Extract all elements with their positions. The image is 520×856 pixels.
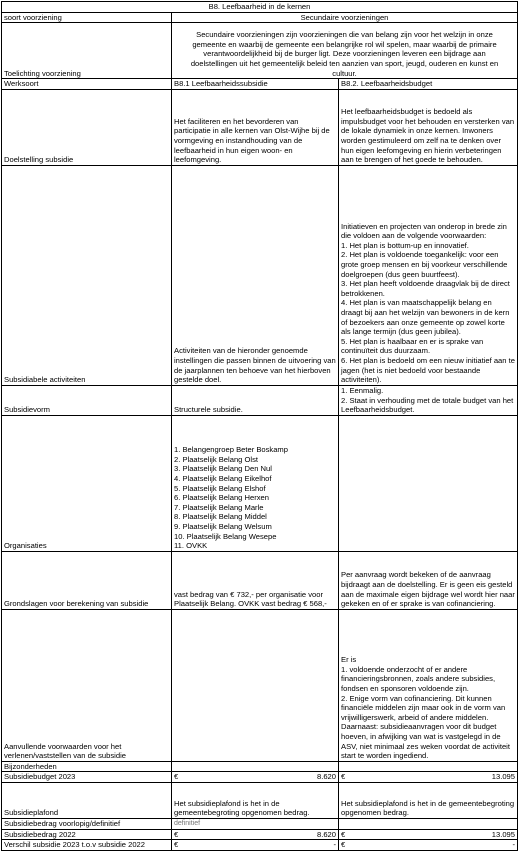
- organisaties-b2: [339, 415, 518, 551]
- amount: -: [333, 840, 336, 850]
- list-item: 6. Plaatselijk Belang Herxen: [174, 493, 269, 503]
- currency-symbol: €: [174, 840, 179, 850]
- label-doelstelling: Doelstelling subsidie: [2, 89, 172, 165]
- list-item: 2. Plaatselijk Belang Olst: [174, 454, 258, 464]
- currency-symbol: €: [174, 829, 179, 839]
- table-title: B8. Leefbaarheid in de kernen: [2, 2, 518, 13]
- label-bijzonderheden: Bijzonderheden: [2, 761, 172, 772]
- voorlopig-b1: definitief: [172, 818, 339, 829]
- list-item: 11. OVKK: [174, 541, 208, 551]
- werksoort-b2: B8.2. Leefbaarheidsbudget: [339, 79, 518, 90]
- label-verschil: Verschil subsidie 2023 t.o.v subsidie 2022: [2, 840, 172, 851]
- currency-symbol: €: [174, 772, 179, 782]
- label-vorm: Subsidievorm: [2, 385, 172, 415]
- label-plafond: Subsidieplafond: [2, 782, 172, 818]
- bijzonderheden-b2: [339, 761, 518, 772]
- list-item: 4. Plaatselijk Belang Eikelhof: [174, 474, 272, 484]
- plafond-b2: Het subsidieplafond is het in de gemeentebegroting opgenomen bedrag.: [339, 782, 518, 818]
- vorm-b1: Structurele subsidie.: [172, 385, 339, 415]
- label-organisaties: Organisaties: [2, 415, 172, 551]
- label-werksoort: Werksoort: [2, 79, 172, 90]
- header-soort: soort voorziening: [2, 12, 172, 23]
- vorm-b2: 1. Eenmalig. 2. Staat in verhouding met de totale budget van het Leefbaarheidsbudget.: [339, 385, 518, 415]
- activiteiten-b1: Activiteiten van de hieronder genoemde instellingen die passen binnen de uitvoering van de jaarplannen ten behoeve van het hierboven gestelde doel.: [172, 165, 339, 385]
- amount: 13.095: [491, 829, 516, 839]
- currency-symbol: €: [341, 840, 346, 850]
- verschil-b2: [339, 840, 518, 851]
- voorwaarden-b1: [172, 609, 339, 761]
- bedrag-2022-b2: [339, 829, 518, 840]
- werksoort-b1: B8.1 Leefbaarheidssubsidie: [172, 79, 339, 90]
- list-item: 7. Plaatselijk Belang Marle: [174, 502, 264, 512]
- activiteiten-b2: Initiatieven en projecten van onderop in brede zin die voldoen aan de volgende voorwaarden: 1. Het plan is bottum-up en innovatief. 2. Het plan is voldoende toegankelijk: voor een grote groep mensen en bij voorkeur verschillende doelgroepen (dus geen buurtfeest). 3. Het plan heeft voldoende draagvlak bij de direct betrokkenen. 4. Het plan is van maatschappelijk belang en draagt bij aan het welzijn van bewoners in de kern of bezoekers aan onze gemeente op zowel korte als lange termijn (dus geen jubilea). 5. Het plan is haalbaar en er is sprake van continuïteit dus duurzaam. 6. Het plan is bedoeld om een nieuw initiatief aan te jagen (het is niet bedoeld voor bestaande activiteiten).: [339, 165, 518, 385]
- voorlopig-b2: [339, 818, 518, 829]
- amount: 8.620: [316, 772, 336, 782]
- amount: 13.095: [491, 772, 516, 782]
- budget-2023-b2: [339, 772, 518, 783]
- amount: 8.620: [316, 829, 336, 839]
- list-item: 1. Belangengroep Beter Boskamp: [174, 445, 288, 455]
- amount: -: [512, 840, 516, 850]
- doelstelling-b1: Het faciliteren en het bevorderen van participatie in alle kernen van Olst-Wijhe bij de vormgeving en instandhouding van de leefbaarheid in hun eigen woon- en leefomgeving.: [172, 89, 339, 165]
- bijzonderheden-b1: [172, 761, 339, 772]
- subsidy-table: [1, 1, 518, 851]
- currency-symbol: €: [341, 829, 346, 839]
- organisaties-list: [172, 415, 339, 551]
- currency-symbol: €: [341, 772, 346, 782]
- label-activiteiten: Subsidiabele activiteiten: [2, 165, 172, 385]
- budget-2023-b1: [172, 772, 339, 783]
- voorwaarden-b2: Er is 1. voldoende onderzocht of er andere financieringsbronnen, zoals andere subsidies, fondsen en sponsoren voldoende zijn. 2. Enige vorm van cofinanciering. Dit kunnen financiële middelen zijn maar ook in de vorm van vrijwilligerswerk, arbeid of andere middelen. Daarnaast: subsidieaanvragen voor dit budget hoeven, in afwijking van wat is vastgelegd in de ASV, niet minimaal zes weken voordat de activiteit start te worden ingediend.: [339, 609, 518, 761]
- grondslagen-b1: vast bedrag van € 732,- per organisatie voor Plaatselijk Belang. OVKK vast bedrag € 568,-: [172, 551, 339, 609]
- list-item: 10. Plaatselijk Belang Wesepe: [174, 531, 277, 541]
- plafond-b1: Het subsidieplafond is het in de gemeentebegroting opgenomen bedrag.: [172, 782, 339, 818]
- toelichting-text: Secundaire voorzieningen zijn voorzieningen die van belang zijn voor het welzijn in onze gemeente en waarbij de gemeente een belangrijke rol wil spelen, maar waarbij de primaire verantwoordelijkheid bij de burger ligt. Deze voorzieningen leveren een bijdrage aan doelstellingen uit het gemeentelijk beleid ten aanzien van sport, jeugd, ouderen en kunst en cultuur.: [172, 23, 518, 79]
- doelstelling-b2: Het leefbaarheidsbudget is bedoeld als impulsbudget voor het behouden en versterken van de lokale dynamiek in onze kernen. Inwoners worden gestimuleerd om zelf na te denken over hun eigen leefomgeving en hierin verbeteringen aan te brengen of het goede te behouden.: [339, 89, 518, 165]
- grondslagen-b2: Per aanvraag wordt bekeken of de aanvraag bijdraagt aan de doelstelling. Er is geen eis gesteld aan de maximale eigen bijdrage wel wordt hier naar gekeken en of er sprake is van cofinanciering.: [339, 551, 518, 609]
- list-item: 5. Plaatselijk Belang Elshof: [174, 483, 266, 493]
- label-toelichting: Toelichting voorziening: [2, 23, 172, 79]
- list-item: 8. Plaatselijk Belang Middel: [174, 512, 267, 522]
- label-voorlopig: Subsidiebedrag voorlopig/definitief: [2, 818, 172, 829]
- label-grondslagen: Grondslagen voor berekening van subsidie: [2, 551, 172, 609]
- header-secundair: Secundaire voorzieningen: [172, 12, 518, 23]
- label-voorwaarden: Aanvullende voorwaarden voor het verlenen/vaststellen van de subsidie: [2, 609, 172, 761]
- bedrag-2022-b1: [172, 829, 339, 840]
- list-item: 9. Plaatselijk Belang Welsum: [174, 522, 272, 531]
- label-budget-2023: Subsidiebudget 2023: [2, 772, 172, 783]
- label-bedrag-2022: Subsidiebedrag 2022: [2, 829, 172, 840]
- list-item: 3. Plaatselijk Belang Den Nul: [174, 464, 272, 474]
- verschil-b1: [172, 840, 339, 851]
